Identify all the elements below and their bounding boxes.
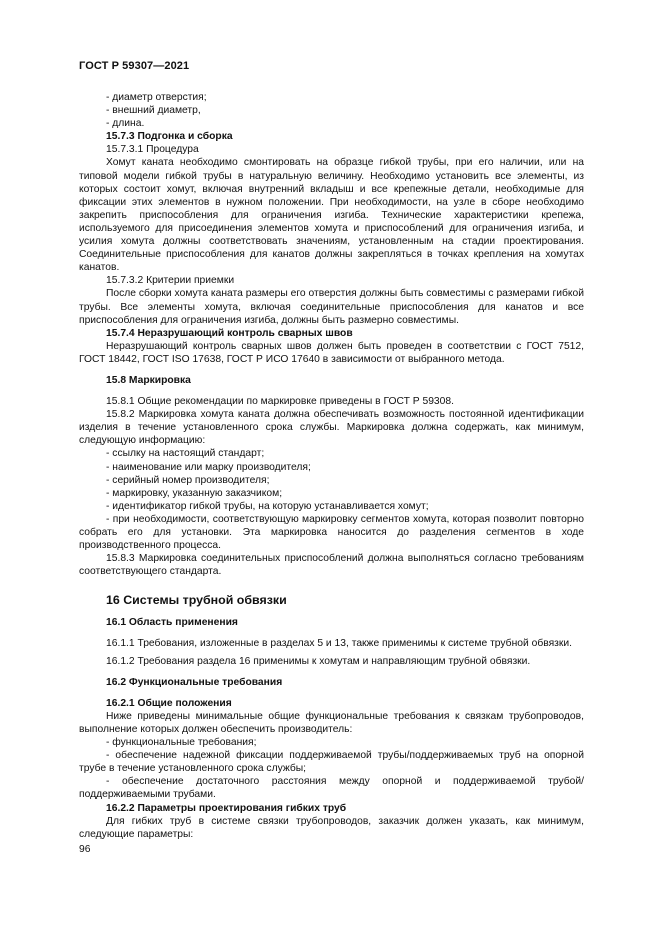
document-header: ГОСТ Р 59307—2021 [79,60,190,72]
heading-15-8: 15.8 Маркировка [106,374,191,386]
list-item: - внешний диаметр, [106,105,201,117]
paragraph: 15.8.2 Маркировка хомута каната должна обеспечивать возможность постоянной идентификации изделия в течение установленного срока службы. Маркировка должна содержать, как минимум, следующую информацию: [79,409,584,447]
heading-15-7-3: 15.7.3 Подгонка и сборка [106,131,233,143]
list-item: - идентификатор гибкой трубы, на которую устанавливается хомут; [106,500,429,512]
heading-15-7-3-1: 15.7.3.1 Процедура [106,144,199,156]
heading-16-2: 16.2 Функциональные требования [106,676,283,688]
heading-16-2-2: 16.2.2 Параметры проектирования гибких труб [106,802,347,814]
list-item: - диаметр отверстия; [106,92,207,103]
paragraph: После сборки хомута каната размеры его отверстия должны быть совместимы с размерами гибкой трубы. Все элементы хомута, включая соединительные приспособления для канатов и все приспособления для ограничения изгиба, должны быть размерно совместимы. [79,288,584,326]
page-number: 96 [79,844,91,855]
heading-15-7-3-2: 15.7.3.2 Критерии приемки [106,275,235,287]
heading-16-2-1: 16.2.1 Общие положения [106,697,232,709]
list-item: - функциональные требования; [106,737,257,749]
list-item: - при необходимости, соответствующую маркировку сегментов хомута, которая позволит повторно собрать его для установки. Эта маркировка наносится до разделения сегментов в ходе производственного процесса. [79,513,584,552]
list-item: - ссылку на настоящий стандарт; [106,448,265,460]
paragraph: 15.8.3 Маркировка соединительных приспособлений должна выполняться согласно требованиям соответствующего стандарта. [79,553,584,578]
paragraph: 16.1.1 Требования, изложенные в разделах 5 и 13, также применимы к системе трубной обвязки. [106,638,572,650]
list-item: - обеспечение достаточного расстояния между опорной и поддерживаемой трубой/поддерживаемыми трубами. [79,776,584,801]
paragraph: Неразрушающий контроль сварных швов должен быть проведен в соответствии с ГОСТ 7512, ГОСТ 18442, ГОСТ ISO 17638, ГОСТ Р ИСО 17640 в зависимости от выбранного метода. [79,340,584,365]
paragraph: Хомут каната необходимо смонтировать на образце гибкой трубы, при его наличии, или на типовой модели гибкой трубы в натуральную величину. Необходимо установить все элементы, из которых состоит хомут, включая внутренний вкладыш и все крепежные детали, необходимые для фиксации этих элементов в нужном положении. При необходимости, на узле в сборе необходимо закрепить приспособления для ограничения изгиба. Технические характеристики крепежа, используемого для присоединения элементов хомута и приспособлений для ограничения изгиба, и усилия хомута должны соответствовать значениям, установленным на стадии проектирования. Соединительные приспособления для канатов должны закрепляться в точках крепления на хомутах канатов. [79,157,584,274]
paragraph: 15.8.1 Общие рекомендации по маркировке приведены в ГОСТ Р 59308. [106,396,454,408]
document-body [79,91,584,841]
paragraph: Ниже приведены минимальные общие функциональные требования к связкам трубопроводов, выполнение которых должен обеспечить производитель: [79,710,584,735]
list-item: - обеспечение надежной фиксации поддерживаемой трубы/поддерживаемых труб на опорной трубе в течение установленного срока службы; [79,750,584,775]
heading-16-1: 16.1 Область применения [106,617,238,629]
heading-16: 16 Системы трубной обвязки [106,593,287,608]
paragraph: 16.1.2 Требования раздела 16 применимы к хомутам и направляющим трубной обвязки. [106,655,531,667]
list-item: - наименование или марку производителя; [106,461,311,473]
list-item: - длина. [106,118,145,130]
list-item: - серийный номер производителя; [106,474,270,486]
heading-15-7-4: 15.7.4 Неразрушающий контроль сварных швов [106,327,353,339]
list-item: - маркировку, указанную заказчиком; [106,487,283,499]
paragraph: Для гибких труб в системе связки трубопроводов, заказчик должен указать, как минимум, следующие параметры: [79,815,584,840]
